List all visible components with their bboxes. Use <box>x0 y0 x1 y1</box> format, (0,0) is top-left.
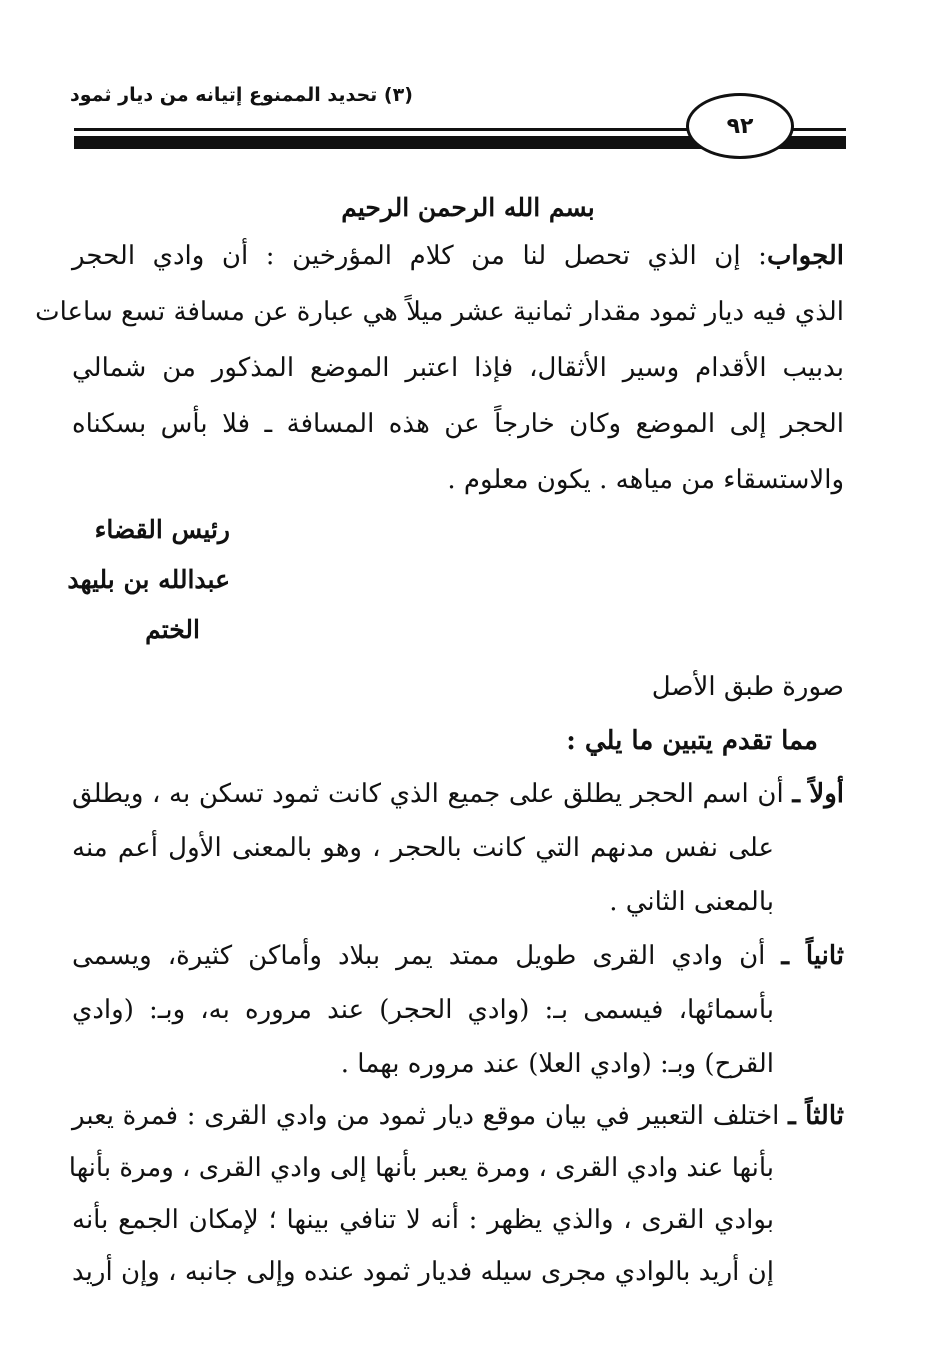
copy-note: صورة طبق الأصل <box>651 672 844 702</box>
answer-line-4: الحجر إلى الموضع وكان خارجاً عن هذه المسافة ـ فلا بأس بسكناه <box>72 409 844 439</box>
answer-line-5: والاستسقاء من مياهه . يكون معلوم . <box>447 465 844 495</box>
point-1-line-2: على نفس مدنهم التي كانت بالحجر ، وهو بالمعنى الأول أعم منه <box>72 833 774 863</box>
point-3-line-2: بأنها عند وادي القرى ، ومرة يعبر بأنها إلى وادي القرى ، ومرة بأنها <box>68 1153 774 1183</box>
point-1-label: أولاً ـ <box>792 779 844 809</box>
signature-title: رئيس القضاء <box>94 515 230 544</box>
answer-line-1 <box>72 236 844 276</box>
intro-line: مما تقدم يتبين ما يلي : <box>566 726 818 756</box>
point-1-line-1-text: أن اسم الحجر يطلق على جميع الذي كانت ثمود تسكن به ، ويطلق <box>72 779 784 809</box>
running-header-title: (٣) تحديد الممنوع إتيانه من ديار ثمود <box>70 84 413 106</box>
basmala-heading: بسم الله الرحمن الرحيم <box>341 193 595 222</box>
point-2-line-1 <box>72 936 844 976</box>
point-2-label: ثانياً ـ <box>781 941 845 971</box>
point-3-line-1-text: اختلف التعبير في بيان موقع ديار ثمود من وادي القرى : فمرة يعبر <box>72 1101 780 1131</box>
point-1-line-3: بالمعنى الثاني . <box>609 887 774 917</box>
signature-name: عبدالله بن بليهد <box>67 565 230 594</box>
point-2-line-2: بأسمائها، فيسمى بـ: (وادي الحجر) عند مروره به، وبـ: (وادي <box>72 995 774 1025</box>
answer-line-3: بدبيب الأقدام وسير الأثقال، فإذا اعتبر الموضع المذكور من شمالي <box>72 353 844 383</box>
signature-seal: الختم <box>145 615 200 644</box>
point-3-line-4: إن أريد بالوادي مجرى سيله فديار ثمود عنده وإلى جانبه ، وإن أريد <box>72 1257 774 1287</box>
point-2-line-1-text: أن وادي القرى طويل ممتد يمر ببلاد وأماكن كثيرة، ويسمى <box>72 941 766 971</box>
point-1-line-1 <box>72 774 844 814</box>
answer-line-1-text: : إن الذي تحصل لنا من كلام المؤرخين : أن وادي الحجر <box>72 241 767 271</box>
point-3-label: ثالثاً ـ <box>788 1101 844 1131</box>
page-number: ٩٢ <box>686 93 794 159</box>
point-2-line-3: القرح) وبـ: (وادي العلا) عند مروره بهما . <box>340 1049 774 1079</box>
point-3-line-1 <box>72 1096 844 1136</box>
point-3-line-3: بوادي القرى ، والذي يظهر : أنه لا تنافي بينها ؛ لإمكان الجمع بأنه <box>72 1205 774 1235</box>
answer-line-2: الذي فيه ديار ثمود مقدار ثمانية عشر ميلاً هي عبارة عن مسافة تسع ساعات <box>35 297 844 327</box>
answer-label: الجواب <box>766 241 844 271</box>
